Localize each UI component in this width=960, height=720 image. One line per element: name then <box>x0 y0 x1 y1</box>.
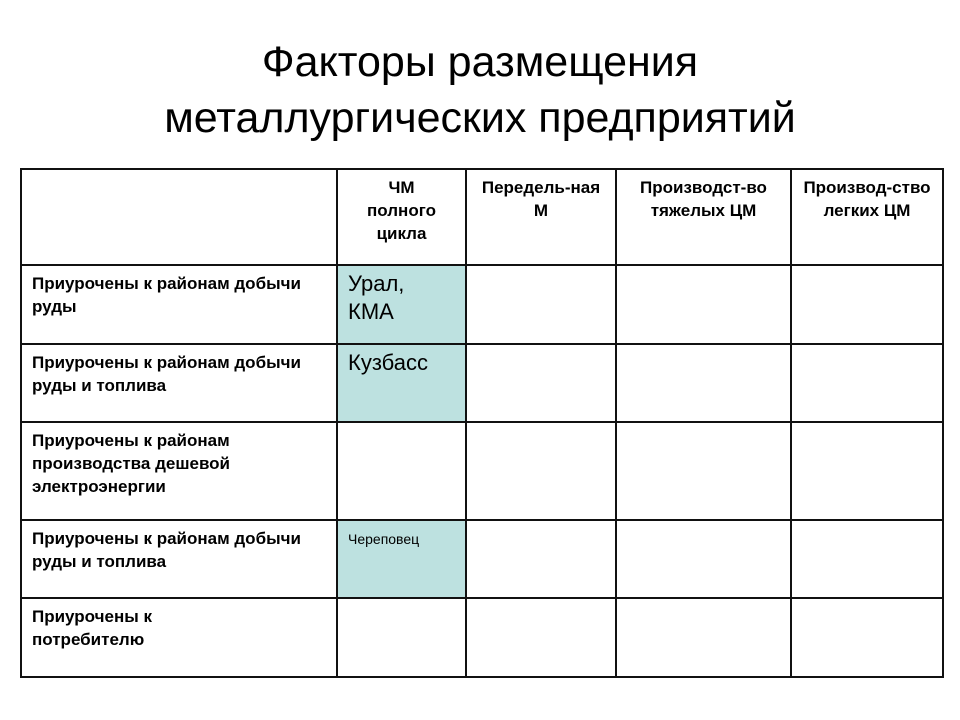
header-cell: Передель-ная М <box>466 169 616 265</box>
table-cell <box>791 344 943 422</box>
factors-table <box>20 168 944 678</box>
table-cell <box>466 598 616 677</box>
slide-title <box>0 34 960 146</box>
table-row <box>21 520 943 598</box>
table-cell <box>616 598 791 677</box>
table-cell: Кузбасс <box>337 344 466 422</box>
header-cell: Производст-во тяжелых ЦМ <box>616 169 791 265</box>
table-row <box>21 265 943 344</box>
row-label: Приурочены к районам добычи руды <box>21 265 337 344</box>
table-cell <box>791 422 943 520</box>
table-cell <box>791 520 943 598</box>
table-cell <box>337 598 466 677</box>
row-label: Приурочены к районам добычи руды и топлива <box>21 520 337 598</box>
row-label: Приурочены к районам добычи руды и топлива <box>21 344 337 422</box>
table-cell: Урал, КМА <box>337 265 466 344</box>
header-row <box>21 169 943 265</box>
table-cell: Череповец <box>337 520 466 598</box>
header-cell-empty <box>21 169 337 265</box>
table-row <box>21 344 943 422</box>
table-cell <box>616 265 791 344</box>
table-cell <box>466 344 616 422</box>
header-cell: Производ-ство легких ЦМ <box>791 169 943 265</box>
table-cell <box>466 265 616 344</box>
table-row <box>21 598 943 677</box>
row-label: Приурочены к потребителю <box>21 598 337 677</box>
row-label: Приурочены к районам производства дешевой электроэнергии <box>21 422 337 520</box>
table-cell <box>616 344 791 422</box>
table-cell <box>466 422 616 520</box>
table-cell <box>337 422 466 520</box>
table-cell <box>616 520 791 598</box>
table-cell <box>791 265 943 344</box>
table-row <box>21 422 943 520</box>
table-cell <box>616 422 791 520</box>
table-cell <box>466 520 616 598</box>
title-line-1: Факторы размещения <box>261 38 699 86</box>
title-line-2: металлургических предприятий <box>164 94 796 142</box>
header-cell: ЧМ полного цикла <box>337 169 466 265</box>
table-cell <box>791 598 943 677</box>
